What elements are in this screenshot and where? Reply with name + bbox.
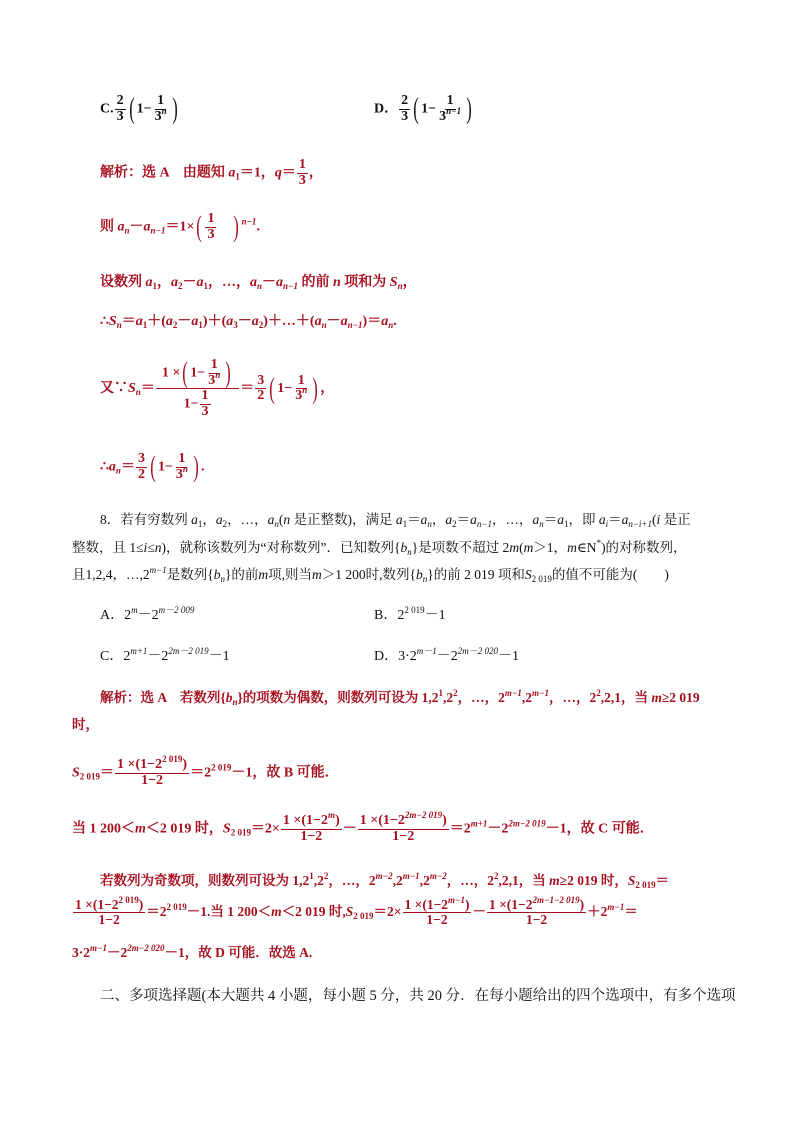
q8-stem-line1: 8．若有穷数列 $a_1$，$a_2$，…，$a_n(n$ 是正整数)，满足 $a_1=a_n$，$a_2=a_{n-1}$，…，$a_n=a_1$，即 $a_i=a_{n-i+1}(i$ 是正 xyxy=(100,512,691,529)
option-letter: C. xyxy=(100,101,114,117)
fraction: $\frac{1}{3^{n-1}}$ xyxy=(439,93,462,124)
solution7-line5: 又$\because S_n=$ 1 ×( 1− $\frac{1}{3^n}$ ) 1− $\frac{1}{3}$ ＝ $\frac{3}{2}$ ( 1− $\frac{1}{3^n}$ ) ， xyxy=(100,356,335,420)
fraction: $\frac{1}{3^n}$ xyxy=(154,93,167,124)
solution8-line5: 若数列为奇数项，则数列可设为 $1,2^1,2^2$，…，$2^{m-2},2^{m-1},2^{m-2}$，…，$2^2,2,1$，当 m≥2 019 时，$S_{2 019}=$ xyxy=(100,871,670,890)
solution7-line1: 解析：选 A 由题知 $a_1=1$，q＝ $\frac{1}{3}$ ， xyxy=(100,157,323,188)
big-fraction: 1 ×( 1− $\frac{1}{3^n}$ ) 1− $\frac{1}{3}$ xyxy=(156,358,239,420)
solution7-line6: $\therefore a_n=$ $\frac{3}{2}$ ( 1− $\frac{1}{3^n}$ ) . xyxy=(100,450,205,484)
q8-option-c[interactable]: C．$2^{m+1}-2^{2m-2 019}-1$ xyxy=(100,646,230,664)
solution8-line2: 时， xyxy=(72,717,99,732)
q7-option-d[interactable]: D． $\frac{2}{3}$ ( 1− $\frac{1}{3^{n-1}}$ ) xyxy=(374,92,472,126)
solution7-line2: 则 $a_n-a_{n-1}=1\times$( $\frac{1}{3}$ ) $^{n-1}$. xyxy=(100,210,260,244)
fraction: $\frac{2}{3}$ xyxy=(116,93,124,124)
solution8-line6: $\frac{1 \times(1-2^{2 019})}{1-2}$ $=2^{2 019}-1$.当 1 200＜m＜2 019 时$,S_{2 019}=2\times$ $\frac{1 \times(1-2^{m-1})}{1-2}$ － $\frac{1 \times(1-2^{2m-1-2 019})}{1-2}$ $+2^{m-1}=$ xyxy=(75,895,638,928)
section2-heading: 二、多项选择题(本大题共 4 小题，每小题 5 分，共 20 分．在每小题给出的四个选项中，有多个选项 xyxy=(100,988,736,1004)
q8-stem-line3: 且1,2,4，$\dots,2^{m-1}$是数列$\{b_n\}$的前m项,则当m＞1 200时,数列$\{b_n\}$的前 2 019 项和$S_{2 019}$的值不可能为( ) xyxy=(72,565,669,584)
q8-option-a[interactable]: A．$2^m-2^{m-2 009}$ xyxy=(100,605,195,623)
solution8-line4: 当 1 200＜m＜2 019 时，$S_{2 019}=2\times$ $\frac{1 \times(1-2^m)}{1-2}$ － $\frac{1 \times(1-2^{2m-2 019})}{1-2}$ $=2^{m+1}-2^{2m-2 019}-1$，故 C 可能． xyxy=(72,810,654,844)
solution8-line7: $3\cdot 2^{m-1}-2^{2m-2 020}-1$，故 D 可能．故选 A. xyxy=(72,943,313,960)
solution8-line1: 解析：选 A 若数列$\{b_n\}$的项数为偶数，则数列可设为 $1,2^1,2^2$，…，$2^{m-1},2^{m-1}$，…，$2^2,2,1$，当 m≥2 019 xyxy=(100,688,700,707)
q7-option-c[interactable]: C. $\frac{2}{3}$ ( 1− $\frac{1}{3^n}$ ) xyxy=(100,92,178,126)
q8-option-b[interactable]: B．$2^{2 019}-1$ xyxy=(374,605,446,623)
fraction: $\frac{2}{3}$ xyxy=(401,93,409,124)
q8-option-d[interactable]: D．$3\cdot 2^{m-1}-2^{2m-2 020}-1$ xyxy=(374,646,520,664)
solution7-line4: $\therefore S_n=a_1+(a_2-a_1)+(a_3-a_2)+\dots+(a_n-a_{n-1})=a_n$. xyxy=(100,314,397,330)
solution7-line3: 设数列 $a_1$，$a_2-a_1$，…，$a_n-a_{n-1}$ 的前 n 项和为 $S_n$， xyxy=(100,275,417,291)
q8-stem-line2: 整数，且 1≤i≤n)，就称该数列为“对称数列”．已知数列$\{b_n\}$是项数不超过 2m(m＞1，m∈N*)的对称数列， xyxy=(72,538,687,557)
option-letter: D． xyxy=(374,101,399,117)
solution8-line3: $S_{2 019}=$ $\frac{1 \times(1-2^{2 019})}{1-2}$ $=2^{2 019}-1$，故 B 可能． xyxy=(72,754,339,788)
